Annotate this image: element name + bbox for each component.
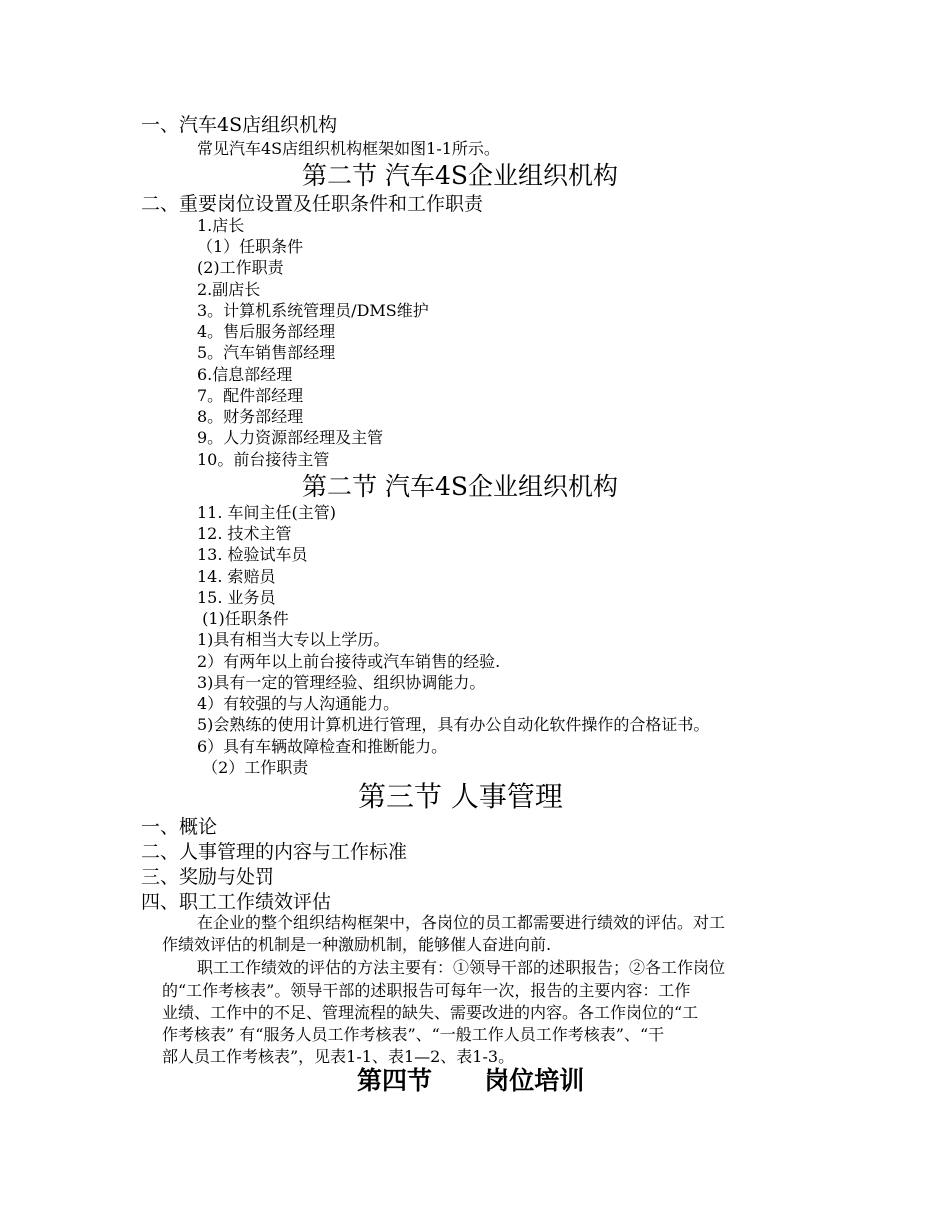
heading-key-positions: 二、重要岗位设置及任职条件和工作职责 — [141, 193, 484, 215]
list-item: 9。人力资源部经理及主管 — [197, 428, 384, 447]
list-item: 6）具有车辆故障检查和推断能力。 — [197, 737, 448, 756]
list-item: 13. 检验试车员 — [197, 545, 308, 564]
paragraph-line: 作考核表” 有“服务人员工作考核表”、“一般工作人员工作考核表”、“干 — [162, 1025, 665, 1044]
list-item: 1)具有相当大专以上学历。 — [197, 630, 390, 649]
list-item: (1)任职条件 — [197, 609, 289, 628]
list-item: 2）有两年以上前台接待或汽车销售的经验. — [197, 652, 501, 671]
list-item: 2.副店长 — [197, 280, 261, 299]
list-item: 14. 索赔员 — [197, 567, 276, 586]
list-item: 12. 技术主管 — [197, 524, 292, 543]
list-item: 4。售后服务部经理 — [197, 322, 336, 341]
section-2-title-repeat: 第二节 汽车4S企业组织机构 — [302, 472, 618, 501]
heading-org-structure: 一、汽车4S店组织机构 — [141, 114, 338, 136]
section-3-title: 第三节 人事管理 — [358, 780, 563, 813]
list-item: 4）有较强的与人沟通能力。 — [197, 694, 400, 713]
paragraph-line: 部人员工作考核表”，见表1-1、表1—2、表1-3。 — [162, 1047, 515, 1066]
paragraph-line: 职工工作绩效的评估的方法主要有：①领导干部的述职报告；②各工作岗位 — [197, 958, 726, 977]
list-item: 3)具有一定的管理经验、组织协调能力。 — [197, 673, 486, 692]
list-item: 5)会熟练的使用计算机进行管理，具有办公自动化软件操作的合格证书。 — [197, 715, 710, 734]
list-item: 10。前台接待主管 — [197, 450, 330, 469]
list-item: 7。配件部经理 — [197, 386, 304, 405]
list-item: 11. 车间主任(主管) — [197, 503, 337, 522]
list-item: 3。计算机系统管理员/DMS维护 — [197, 301, 429, 320]
list-item: （1）任职条件 — [197, 237, 304, 256]
hr-heading: 二、人事管理的内容与工作标准 — [141, 841, 408, 863]
list-item: 8。财务部经理 — [197, 407, 304, 426]
hr-heading: 三、奖励与处罚 — [141, 866, 275, 888]
hr-heading: 一、概论 — [141, 816, 218, 838]
paragraph-line: 在企业的整个组织结构框架中，各岗位的员工都需要进行绩效的评估。对工 — [197, 913, 726, 932]
org-intro-text: 常见汽车4S店组织机构框架如图1-1所示。 — [197, 139, 500, 158]
list-item: 6.信息部经理 — [197, 365, 293, 384]
hr-heading: 四、职工工作绩效评估 — [141, 891, 332, 913]
section-2-title: 第二节 汽车4S企业组织机构 — [302, 161, 618, 190]
paragraph-line: 的“工作考核表”。领导干部的述职报告可每年一次，报告的主要内容：工作 — [162, 981, 691, 1000]
section-4-title: 第四节 岗位培训 — [357, 1066, 585, 1095]
list-item: （2）工作职责 — [197, 758, 309, 777]
list-item: 5。汽车销售部经理 — [197, 343, 336, 362]
list-item: 1.店长 — [197, 216, 245, 235]
list-item: (2)工作职责 — [197, 258, 284, 277]
list-item: 15. 业务员 — [197, 588, 276, 607]
paragraph-line: 作绩效评估的机制是一种激励机制，能够催人奋进向前. — [162, 935, 552, 954]
paragraph-line: 业绩、工作中的不足、管理流程的缺失、需要改进的内容。各工作岗位的“工 — [162, 1003, 699, 1022]
